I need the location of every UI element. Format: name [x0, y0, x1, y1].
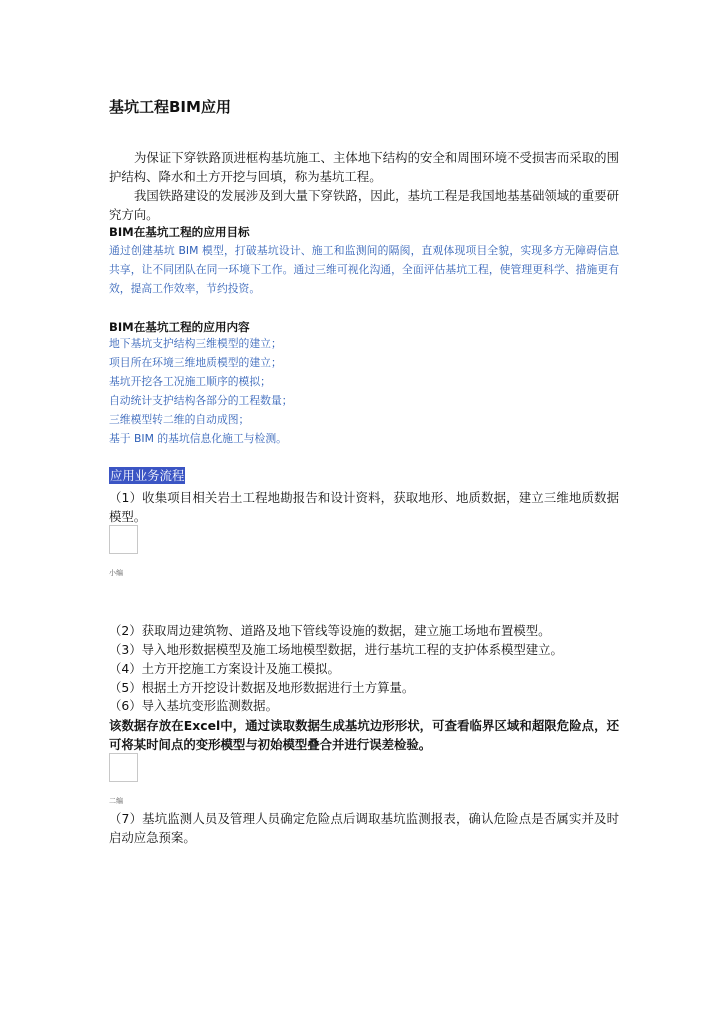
content-item: 三维模型转二维的自动成图；	[109, 413, 250, 426]
document-title: 基坑工程BIM应用	[109, 98, 231, 116]
flow-step: （3）导入地形数据模型及施工场地模型数据，进行基坑工程的支护体系模型建立。	[109, 642, 563, 657]
image-caption: 小编	[109, 569, 123, 577]
flow-step: （4）土方开挖施工方案设计及施工模拟。	[109, 661, 340, 676]
content-item: 基于 BIM 的基坑信息化施工与检测。	[109, 432, 287, 445]
intro-paragraph-1: 为保证下穿铁路顶进框构基坑施工、主体地下结构的安全和周围环境不受损害而采取的围护结构、降水和土方开挖与回填，称为基坑工程。	[109, 150, 619, 184]
goal-heading: BIM在基坑工程的应用目标	[109, 225, 250, 239]
flow-step-1: （1）收集项目相关岩土工程地勘报告和设计资料，获取地形、地质数据，建立三维地质数据模型。	[109, 490, 619, 524]
flow-step: （2）获取周边建筑物、道路及地下管线等设施的数据，建立施工场地布置模型。	[109, 623, 551, 638]
content-heading: BIM在基坑工程的应用内容	[109, 320, 250, 334]
flow-heading: 应用业务流程	[110, 468, 185, 483]
content-item: 地下基坑支护结构三维模型的建立；	[109, 337, 282, 350]
flow-step: （5）根据土方开挖设计数据及地形数据进行土方算量。	[109, 680, 415, 695]
goal-text: 通过创建基坑 BIM 模型，打破基坑设计、施工和监测间的隔阂，直观体现项目全貌，实现多方无障碍信息共享，让不同团队在同一环境下工作。通过三维可视化沟通，全面评估基坑工程，使管理更科学、措施更有效，提高工作效率，节约投资。	[109, 244, 619, 295]
bold-note: 该数据存放在Excel中，通过读取数据生成基坑边形形状，可查看临界区域和超限危险点，还可将某时间点的变形模型与初始模型叠合并进行误差检验。	[109, 718, 619, 752]
content-item: 基坑开挖各工况施工顺序的模拟；	[109, 375, 271, 388]
flow-step-7: （7）基坑监测人员及管理人员确定危险点后调取基坑监测报表，确认危险点是否属实并及时启动应急预案。	[109, 811, 619, 845]
content-item: 自动统计支护结构各部分的工程数量；	[109, 394, 293, 407]
image-caption: 二编	[109, 797, 123, 805]
content-item: 项目所在环境三维地质模型的建立；	[109, 356, 282, 369]
flow-step: （6）导入基坑变形监测数据。	[109, 698, 278, 713]
image-placeholder	[109, 525, 138, 554]
intro-paragraph-2: 我国铁路建设的发展涉及到大量下穿铁路，因此，基坑工程是我国地基基础领域的重要研究方向。	[109, 188, 619, 222]
image-placeholder	[109, 753, 138, 782]
